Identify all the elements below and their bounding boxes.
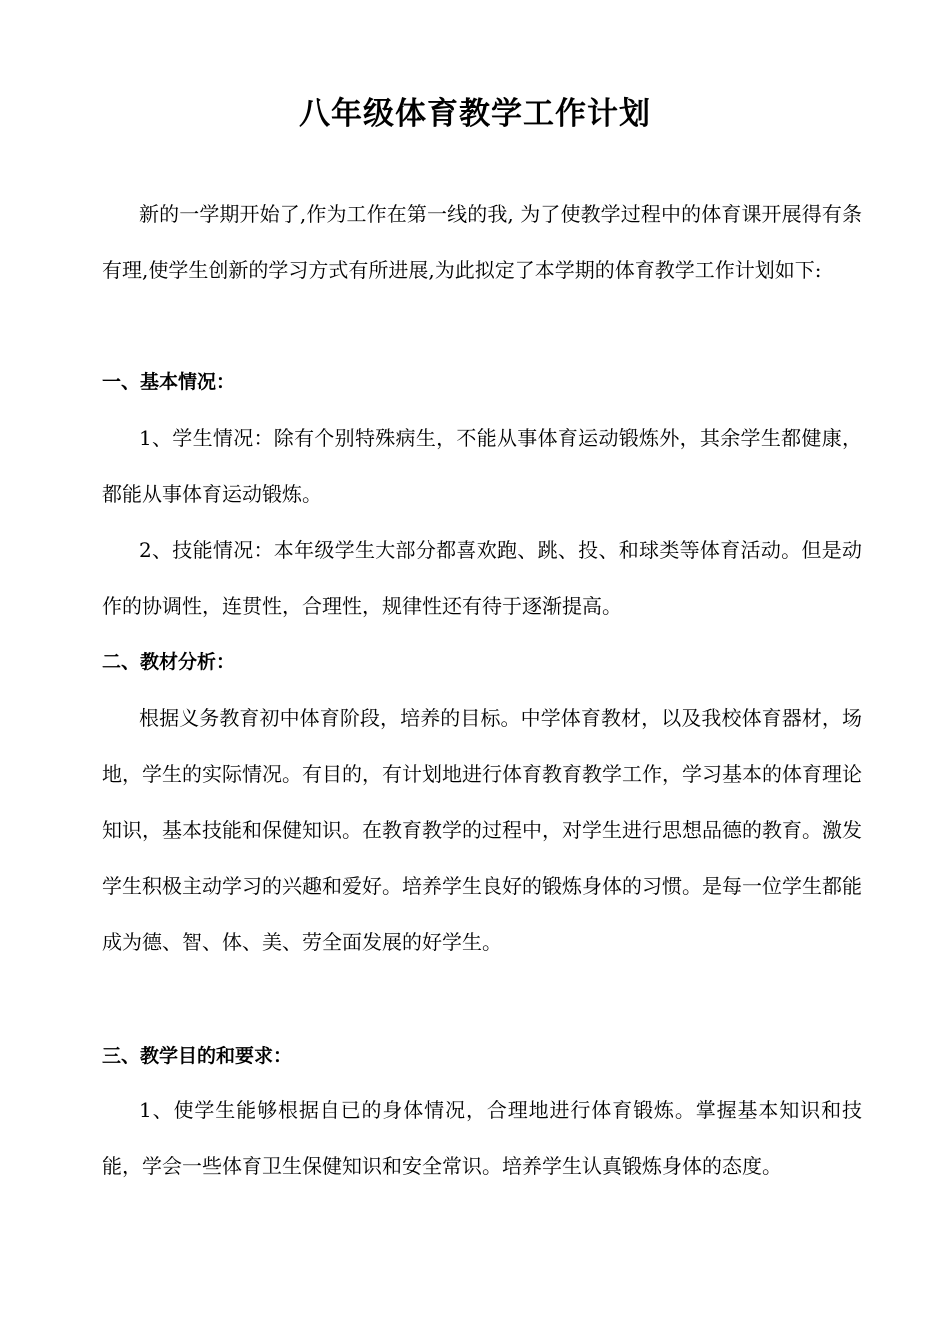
teaching-goal-paragraph: 1、使学生能够根据自已的身体情况，合理地进行体育锻炼。掌握基本知识和技能，学会一些体育卫生保健知识和安全常识。培养学生认真锻炼身体的态度。 [102,1098,862,1178]
document-title: 八年级体育教学工作计划 [299,96,651,132]
section-heading-teaching-goals: 三、教学目的和要求： [102,1045,293,1067]
intro-paragraph: 新的一学期开始了,作为工作在第一线的我, 为了使教学过程中的体育课开展得有条有理,使学生创新的学习方式有所进展,为此拟定了本学期的体育教学工作计划如下: [102,202,862,282]
section-heading-material-analysis: 二、教材分析： [102,651,236,673]
skill-situation-paragraph: 2、技能情况：本年级学生大部分都喜欢跑、跳、投、和球类等体育活动。但是动作的协调性，连贯性，合理性，规律性还有待于逐渐提高。 [102,538,862,618]
material-analysis-paragraph: 根据义务教育初中体育阶段，培养的目标。中学体育教材，以及我校体育器材，场地，学生的实际情况。有目的，有计划地进行体育教育教学工作，学习基本的体育理论知识，基本技能和保健知识。在教育教学的过程中，对学生进行思想品德的教育。激发学生积极主动学习的兴趣和爱好。培养学生良好的锻炼身体的习惯。是每一位学生都能成为德、智、体、美、劳全面发展的好学生。 [102,706,862,954]
student-situation-paragraph: 1、学生情况：除有个别特殊病生，不能从事体育运动锻炼外，其余学生都健康，都能从事体育运动锻炼。 [102,426,862,506]
section-heading-basic-situation: 一、基本情况： [102,371,236,393]
